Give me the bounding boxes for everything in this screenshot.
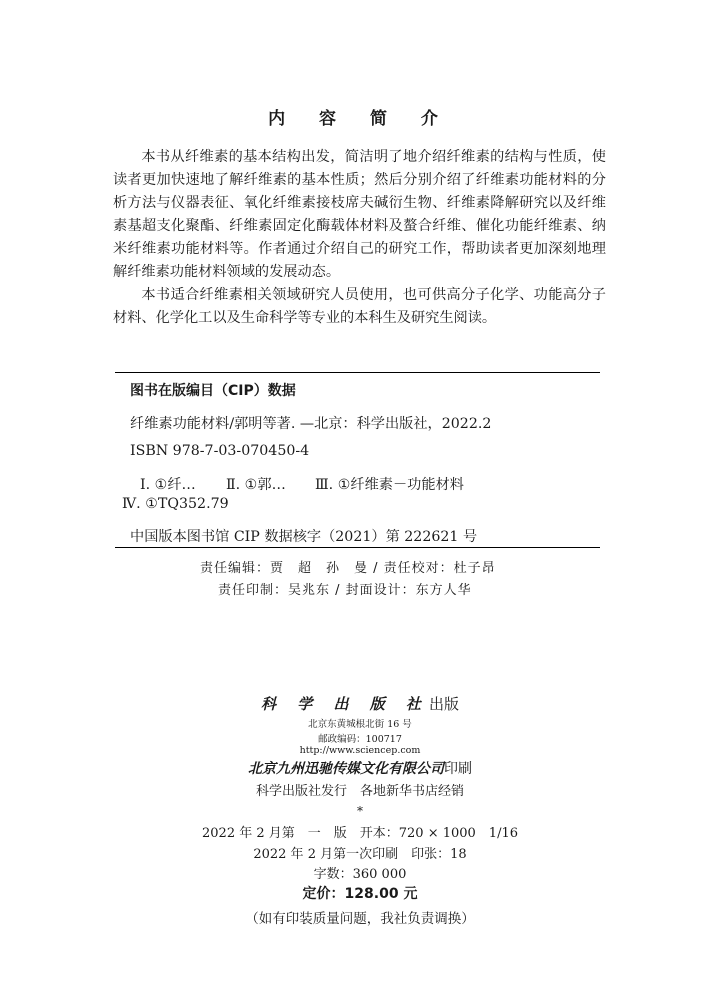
classification: [0, 474, 720, 518]
printer-line: [0, 758, 720, 778]
page-title: 内 容 简 介: [268, 109, 452, 129]
publisher-postcode: 邮政编码：100717: [318, 734, 402, 745]
classification-2: Ⅱ. ①郭…: [226, 477, 286, 493]
credits-editors: 责任编辑：贾 超 孙 曼 / 责任校对：杜子昂: [200, 561, 496, 576]
cip-top-rule: [115, 372, 600, 373]
price: 定价：128.00 元: [302, 886, 418, 902]
edition-info: 2022 年 2 月第 一 版 开本：720 × 1000 1/16: [202, 826, 518, 841]
publisher-website: http://www.sciencep.com: [299, 745, 421, 756]
publisher-line: [0, 693, 720, 714]
separator-star: *: [357, 804, 363, 818]
cip-library-number: 中国版本图书馆 CIP 数据核字（2021）第 222621 号: [130, 529, 478, 545]
credits: [0, 557, 720, 601]
publisher-name: 科 学 出 版 社: [261, 695, 429, 713]
printer-suffix: 印刷: [444, 761, 472, 777]
isbn: ISBN 978-7-03-070450-4: [130, 443, 310, 459]
quality-notice: （如有印装质量问题，我社负责调换）: [245, 911, 475, 927]
cip-bottom-rule: [115, 547, 600, 548]
classification-1: Ⅰ. ①纤…: [140, 477, 196, 493]
printer-name: 北京九州迅驰传媒文化有限公司: [248, 761, 444, 777]
publisher-suffix: 出版: [428, 695, 459, 713]
credits-production: 责任印制：吴兆东 / 封面设计：东方人华: [218, 583, 472, 598]
classification-3: Ⅲ. ①纤维素－功能材料: [315, 477, 464, 493]
printing-info: 2022 年 2 月第一次印刷 印张：18: [253, 847, 467, 862]
cip-heading: 图书在版编目（CIP）数据: [130, 383, 296, 399]
publisher-address: 北京东黄城根北街 16 号: [308, 719, 412, 730]
classification-4: Ⅳ. ①TQ352.79: [122, 496, 229, 512]
cip-record: 纤维素功能材料/郭明等著. —北京：科学出版社，2022.2: [130, 416, 492, 432]
intro-paragraph-1: 本书从纤维素的基本结构出发，简洁明了地介绍纤维素的结构与性质，使读者更加快速地了解纤维素的基本性质；然后分别介绍了纤维素功能材料的分析方法与仪器表征、氧化纤维素接枝席夫碱衍生物、纤维素降解研究以及纤维素基超支化聚酯、纤维素固定化酶载体材料及螯合纤维、催化功能纤维素、纳米纤维素功能材料等。作者通过介绍自己的研究工作，帮助读者更加深刻地理解纤维素功能材料领域的发展动态。: [113, 149, 606, 280]
introduction: [113, 146, 606, 330]
word-count: 字数：360 000: [313, 867, 407, 882]
distribution: 科学出版社发行 各地新华书店经销: [255, 784, 464, 799]
intro-paragraph-2: 本书适合纤维素相关领域研究人员使用，也可供高分子化学、功能高分子材料、化学化工以及生命科学等专业的本科生及研究生阅读。: [113, 287, 606, 326]
